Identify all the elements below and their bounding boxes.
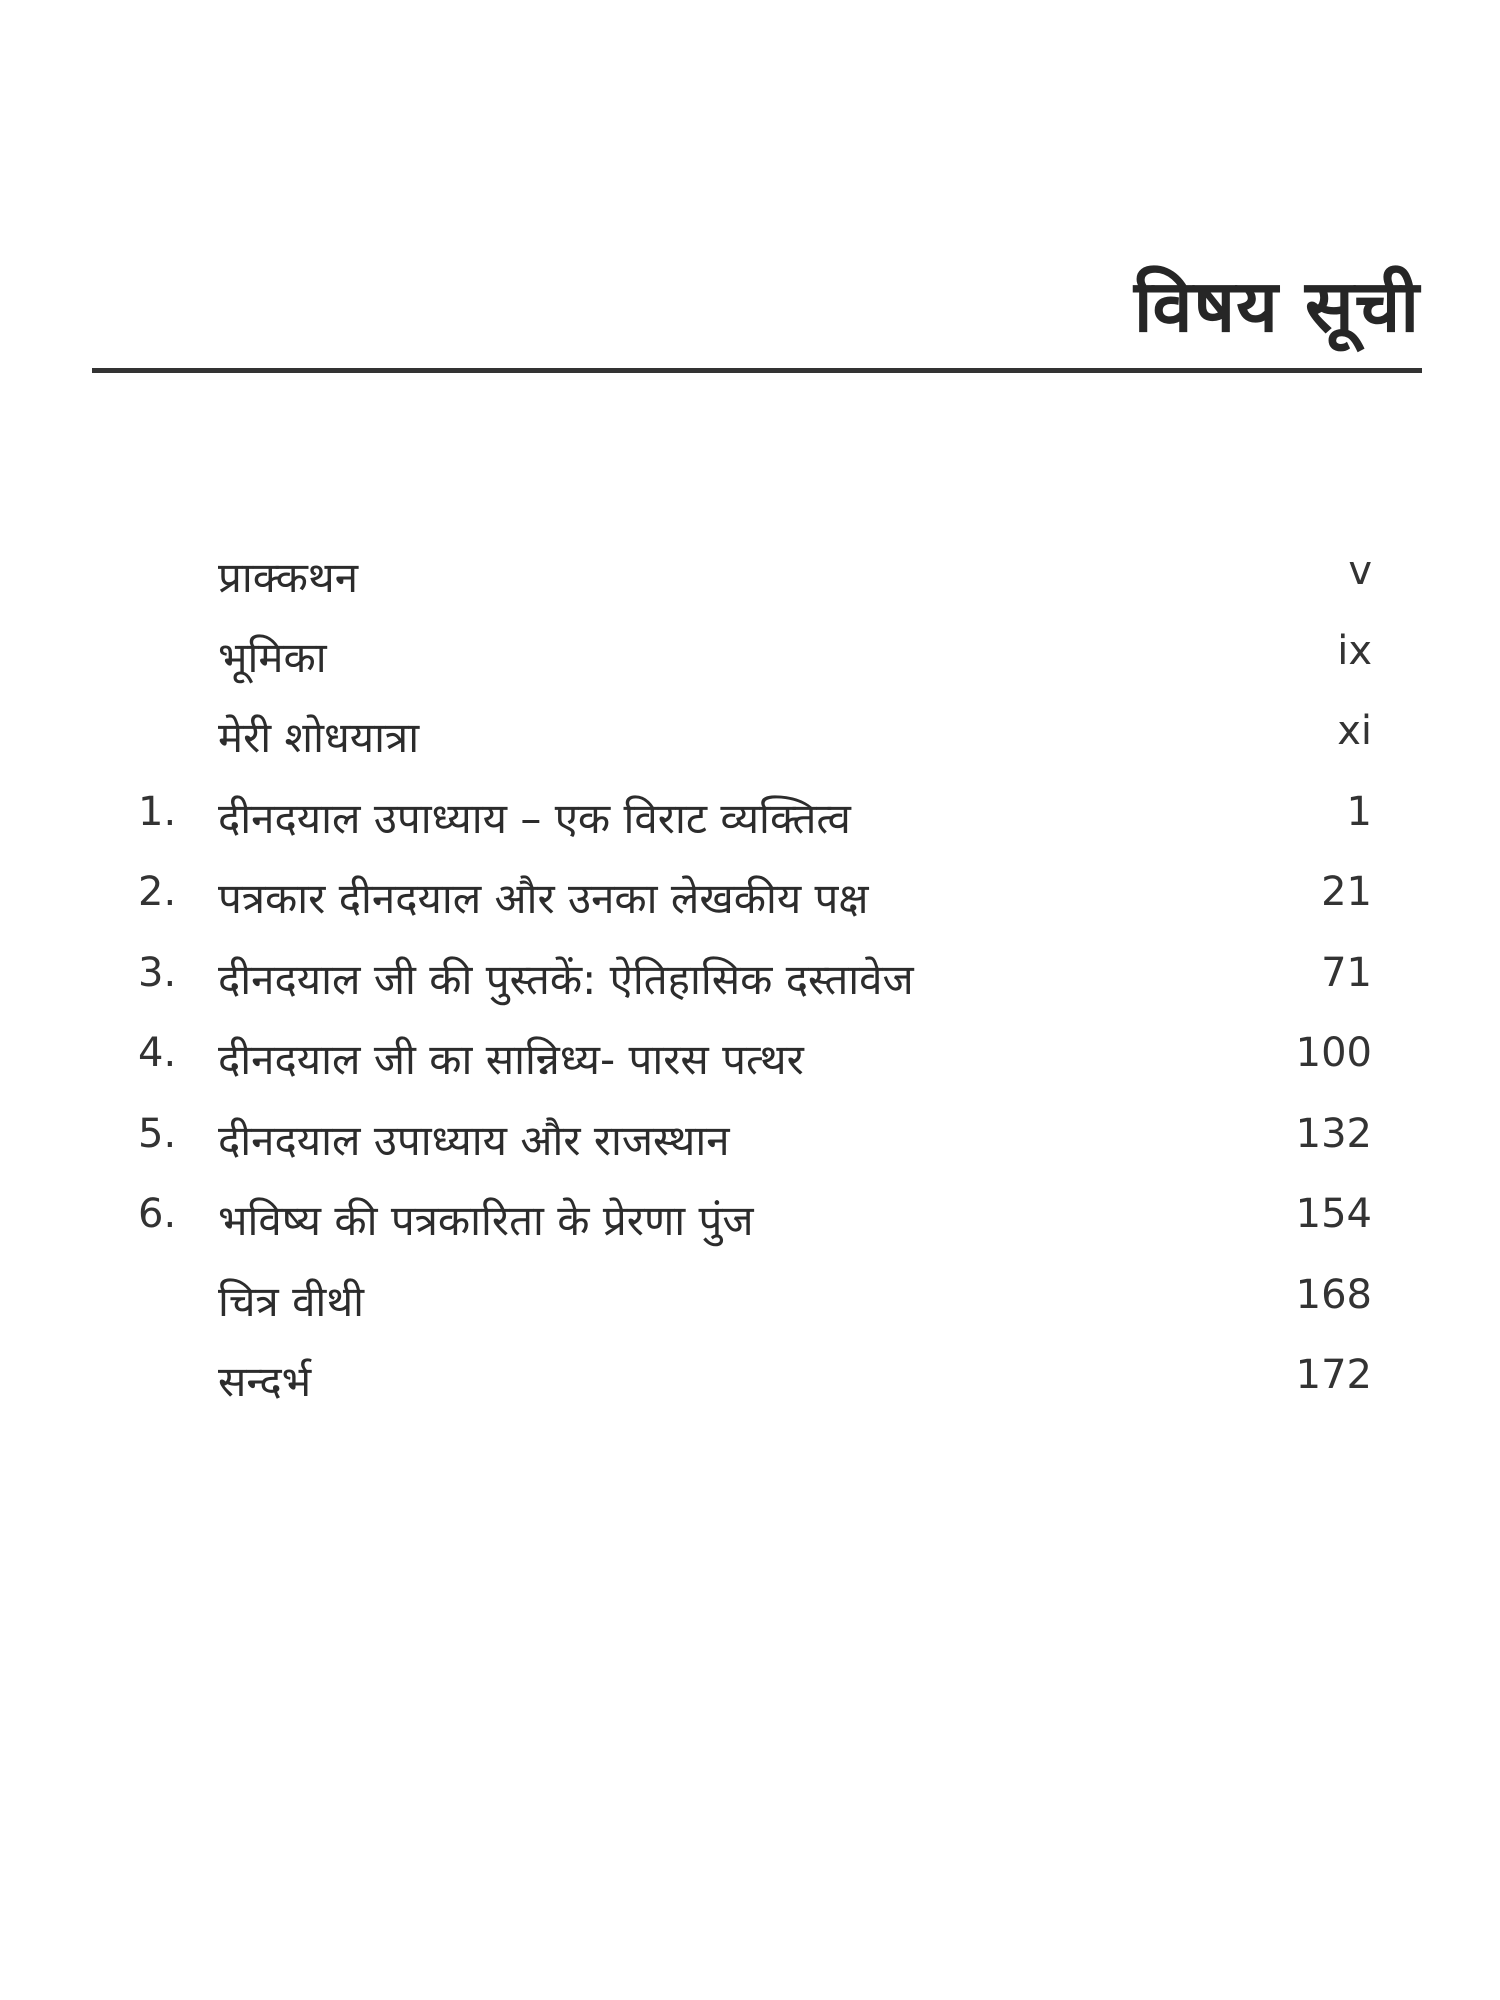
toc-entry-title: सन्दर्भ bbox=[218, 1357, 312, 1406]
toc-entry-title: चित्र वीथी bbox=[218, 1277, 365, 1326]
toc-entry-title: दीनदयाल उपाध्याय और राजस्थान bbox=[218, 1116, 730, 1165]
toc-entry-number: 6. bbox=[138, 1191, 177, 1237]
toc-entry-bhumika[interactable] bbox=[0, 628, 1500, 698]
toc-entry-chitra-vithi[interactable] bbox=[0, 1272, 1500, 1342]
toc-entry-chapter-4[interactable] bbox=[0, 1030, 1500, 1100]
page-title: विषय सूची bbox=[1133, 264, 1420, 348]
toc-entry-title: मेरी शोधयात्रा bbox=[218, 713, 420, 762]
toc-entry-number: 3. bbox=[138, 950, 177, 996]
toc-entry-sandarbh[interactable] bbox=[0, 1352, 1500, 1422]
toc-entry-title: भूमिका bbox=[218, 633, 327, 682]
toc-entry-number: 4. bbox=[138, 1030, 177, 1076]
toc-entry-chapter-6[interactable] bbox=[0, 1191, 1500, 1261]
toc-entry-prakkathan[interactable] bbox=[0, 548, 1500, 618]
toc-entry-page: 154 bbox=[1295, 1191, 1372, 1237]
toc-entry-chapter-1[interactable] bbox=[0, 789, 1500, 859]
toc-entry-page: ix bbox=[1337, 628, 1372, 674]
toc-entry-number: 1. bbox=[138, 789, 177, 835]
toc-entry-page: 132 bbox=[1295, 1111, 1372, 1157]
toc-entry-title: दीनदयाल जी की पुस्तकें: ऐतिहासिक दस्तावेज bbox=[218, 955, 914, 1004]
toc-entry-number: 2. bbox=[138, 869, 177, 915]
toc-entry-chapter-2[interactable] bbox=[0, 869, 1500, 939]
toc-entry-shodhyatra[interactable] bbox=[0, 708, 1500, 778]
toc-entry-page: 172 bbox=[1295, 1352, 1372, 1398]
toc-entry-title: पत्रकार दीनदयाल और उनका लेखकीय पक्ष bbox=[218, 874, 869, 923]
toc-entry-title: दीनदयाल उपाध्याय – एक विराट व्यक्तित्व bbox=[218, 794, 851, 843]
toc-entry-number: 5. bbox=[138, 1111, 177, 1157]
title-divider bbox=[92, 368, 1422, 373]
toc-entry-page: 71 bbox=[1321, 950, 1372, 996]
toc-entry-page: v bbox=[1348, 548, 1372, 594]
toc-entry-page: 1 bbox=[1346, 789, 1372, 835]
toc-entry-page: 168 bbox=[1295, 1272, 1372, 1318]
toc-entry-chapter-3[interactable] bbox=[0, 950, 1500, 1020]
toc-entry-page: xi bbox=[1337, 708, 1372, 754]
toc-entry-page: 100 bbox=[1295, 1030, 1372, 1076]
toc-entry-title: दीनदयाल जी का सान्निध्य- पारस पत्थर bbox=[218, 1035, 804, 1084]
toc-entry-page: 21 bbox=[1321, 869, 1372, 915]
toc-entry-title: भविष्य की पत्रकारिता के प्रेरणा पुंज bbox=[218, 1196, 754, 1245]
toc-entry-title: प्राक्कथन bbox=[218, 553, 359, 602]
toc-entry-chapter-5[interactable] bbox=[0, 1111, 1500, 1181]
